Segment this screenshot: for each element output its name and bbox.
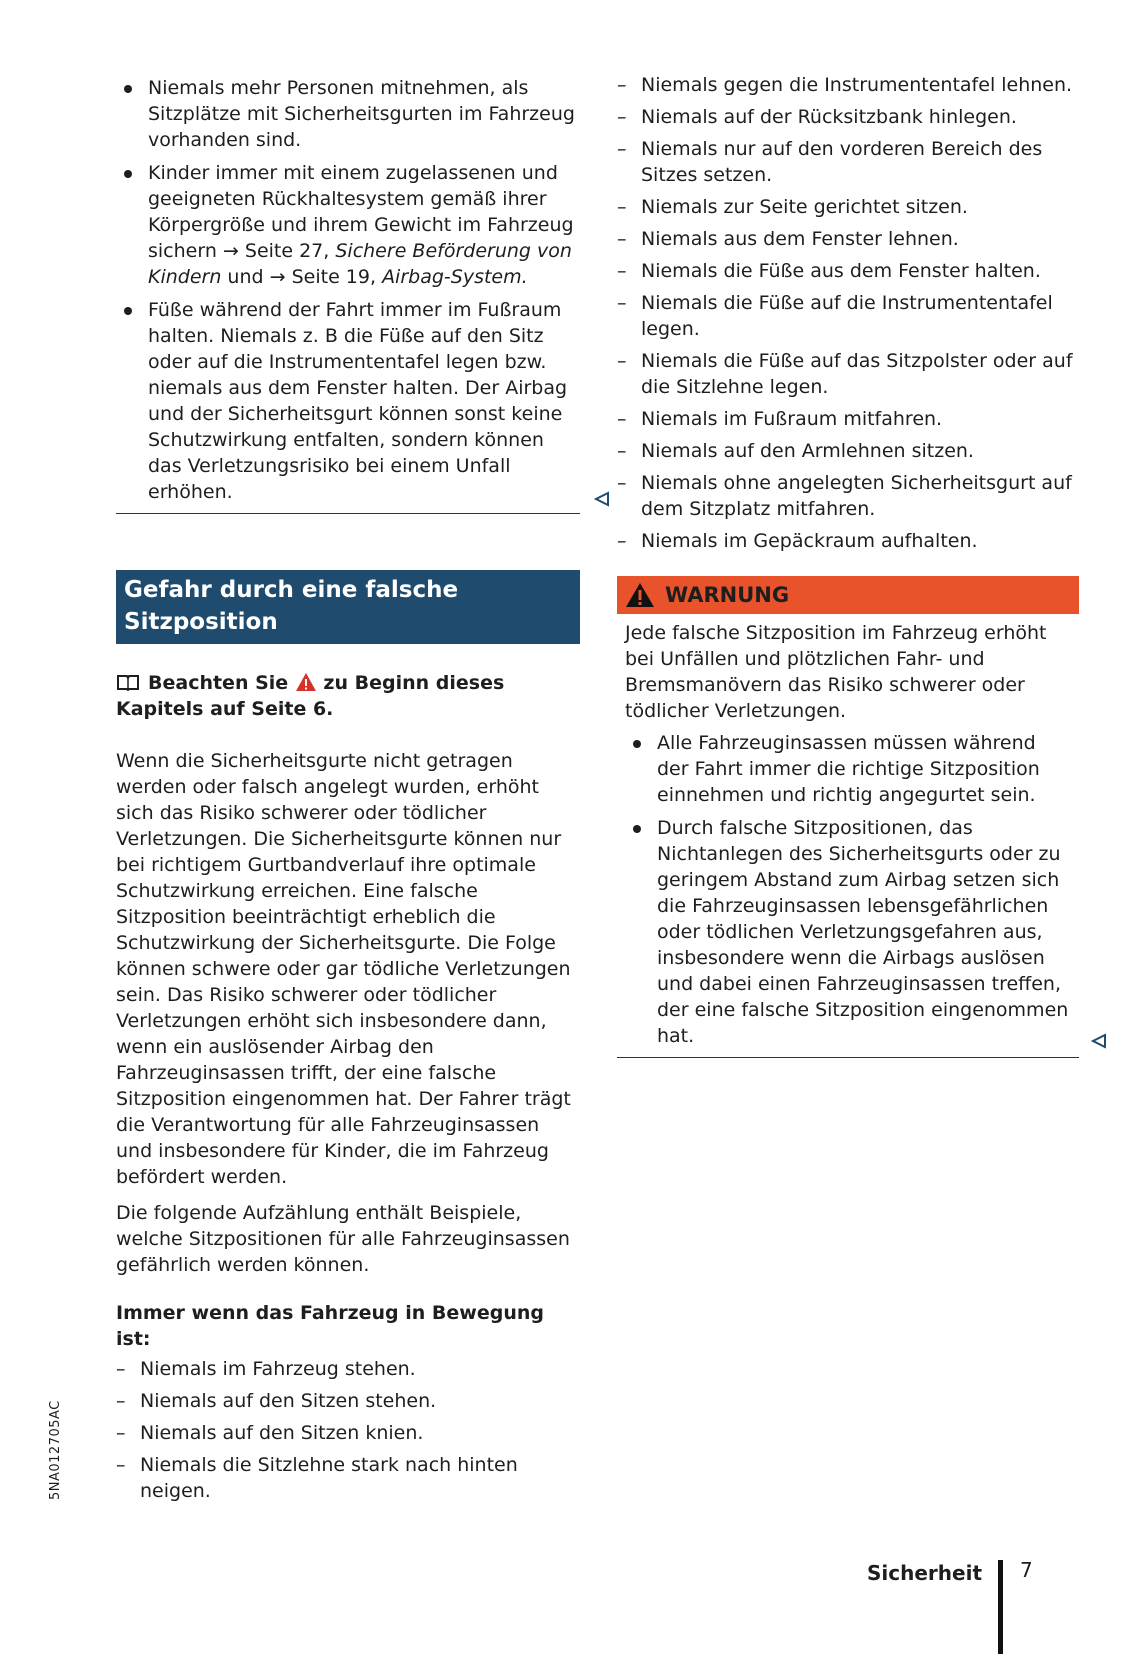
list-item: – Niemals auf der Rücksitzbank hinlegen. — [617, 104, 1079, 130]
warning-body — [617, 614, 1079, 1058]
list-item: – Niemals gegen die Instrumententafel lehnen. — [617, 72, 1079, 98]
list-item: – Niemals im Fußraum mitfahren. — [617, 406, 1079, 432]
dash-list — [617, 72, 1079, 554]
intro-bullet-list — [116, 75, 580, 505]
list-item: – Niemals auf den Sitzen stehen. — [116, 1388, 580, 1414]
list-item: – Niemals nur auf den vorderen Bereich des Sitzes setzen. — [617, 136, 1079, 188]
list-item: – Niemals im Gepäckraum aufhalten. — [617, 528, 1079, 554]
warning-box — [617, 576, 1079, 1058]
list-item: – Niemals die Füße auf die Instrumententafel legen. — [617, 290, 1079, 342]
left-column — [116, 75, 580, 1510]
section-end-icon — [1091, 1033, 1107, 1049]
right-column — [617, 72, 1079, 1058]
dash-list — [116, 1356, 580, 1504]
intro-block — [116, 75, 580, 514]
warning-triangle-icon — [295, 672, 317, 692]
section-heading: Gefahr durch eine falsche Sitzposition — [116, 570, 580, 644]
warning-text: Jede falsche Sitzposition im Fahrzeug erhöht bei Unfällen und plötzlichen Fahr- und Bremsmanövern das Risiko schwerer oder tödlicher Verletzungen. — [625, 622, 1047, 722]
body-paragraph: Die folgende Aufzählung enthält Beispiele, welche Sitzpositionen für alle Fahrzeuginsassen gefährlich werden können. — [116, 1202, 570, 1276]
body-paragraph: Wenn die Sicherheitsgurte nicht getragen werden oder falsch angelegt wurden, erhöht sich das Risiko schwerer oder tödlicher Verletzungen. Die Sicherheitsgurte können nur bei richtigem Gurtbandverlauf ihre optimale Schutzwirkung erreichen. Eine falsche Sitzposition beeinträchtigt erheblich die Schutzwirkung der Sicherheitsgurte. Die Folge können schwere oder gar tödliche Verletzungen sein. Das Risiko schwerer oder tödlicher Verletzungen erhöht sich insbesondere dann, wenn ein auslösender Airbag den Fahrzeuginsassen trifft, der eine falsche Sitzposition eingenommen hat. Der Fahrer trägt die Verantwortung für alle Fahrzeuginsassen und insbesondere für Kinder, die im Fahrzeug befördert werden. — [116, 750, 571, 1188]
footer-divider — [998, 1560, 1003, 1654]
list-subheading: Immer wenn das Fahrzeug in Bewegung ist: — [116, 1302, 544, 1350]
warning-header — [617, 576, 1079, 614]
list-item: Kinder immer mit einem zugelassenen und geeigneten Rückhaltesystem gemäß ihrer Körpergröße und ihrem Gewicht im Fahrzeug sichern → Seite 27, Sichere Beförderung von Kindern und → Seite 19, Airbag-System. — [116, 160, 580, 290]
list-item: – Niemals die Sitzlehne stark nach hinten neigen. — [116, 1452, 580, 1504]
list-item: Niemals mehr Personen mitnehmen, als Sitzplätze mit Sicherheitsgurten im Fahrzeug vorhanden sind. — [116, 75, 580, 153]
list-item: – Niemals aus dem Fenster lehnen. — [617, 226, 1079, 252]
list-item: – Niemals ohne angelegten Sicherheitsgurt auf dem Sitzplatz mitfahren. — [617, 470, 1079, 522]
list-item: – Niemals zur Seite gerichtet sitzen. — [617, 194, 1079, 220]
list-item: Durch falsche Sitzpositionen, das Nichtanlegen des Sicherheitsgurts oder zu geringem Abstand zum Airbag setzen sich die Fahrzeuginsassen lebensgefährlichen oder tödlichen Verletzungsgefahren aus, insbesondere wenn die Airbags auslösen und dabei einen Fahrzeuginsassen treffen, der eine falsche Sitzposition eingenommen hat. — [625, 815, 1071, 1049]
section-end-icon — [594, 491, 610, 507]
list-item: Alle Fahrzeuginsassen müssen während der Fahrt immer die richtige Sitzposition einnehmen und richtig angegurtet sein. — [625, 730, 1071, 808]
cross-reference-title: Sichere Beförderung von Kindern — [148, 240, 572, 288]
page-number: 7 — [1020, 1558, 1033, 1582]
chapter-title: Sicherheit — [867, 1561, 982, 1585]
list-item: – Niemals die Füße aus dem Fenster halten. — [617, 258, 1079, 284]
list-item: Füße während der Fahrt immer im Fußraum halten. Niemals z. B die Füße auf den Sitz oder auf die Instrumententafel legen bzw. niemals aus dem Fenster halten. Der Airbag und der Sicherheitsgurt können sonst keine Schutzwirkung entfalten, sondern können das Verletzungsrisiko bei einem Unfall erhöhen. — [116, 297, 580, 505]
chapter-note: Beachten Sie zu Beginn dieses Kapitels auf Seite 6. — [116, 672, 505, 720]
cross-reference-title: Airbag-System — [382, 266, 522, 288]
warning-label: WARNUNG — [665, 583, 790, 607]
document-code: 5NA012705AC — [48, 1400, 63, 1500]
cross-reference-link[interactable]: → Seite 19, — [269, 266, 377, 288]
list-item: – Niemals auf den Sitzen knien. — [116, 1420, 580, 1446]
book-icon — [116, 673, 140, 691]
cross-reference-link[interactable]: → Seite 27, — [222, 240, 330, 262]
list-item: – Niemals im Fahrzeug stehen. — [116, 1356, 580, 1382]
list-item: – Niemals auf den Armlehnen sitzen. — [617, 438, 1079, 464]
warning-triangle-icon — [625, 582, 655, 608]
warning-bullet-list — [625, 730, 1071, 1049]
list-item: – Niemals die Füße auf das Sitzpolster oder auf die Sitzlehne legen. — [617, 348, 1079, 400]
